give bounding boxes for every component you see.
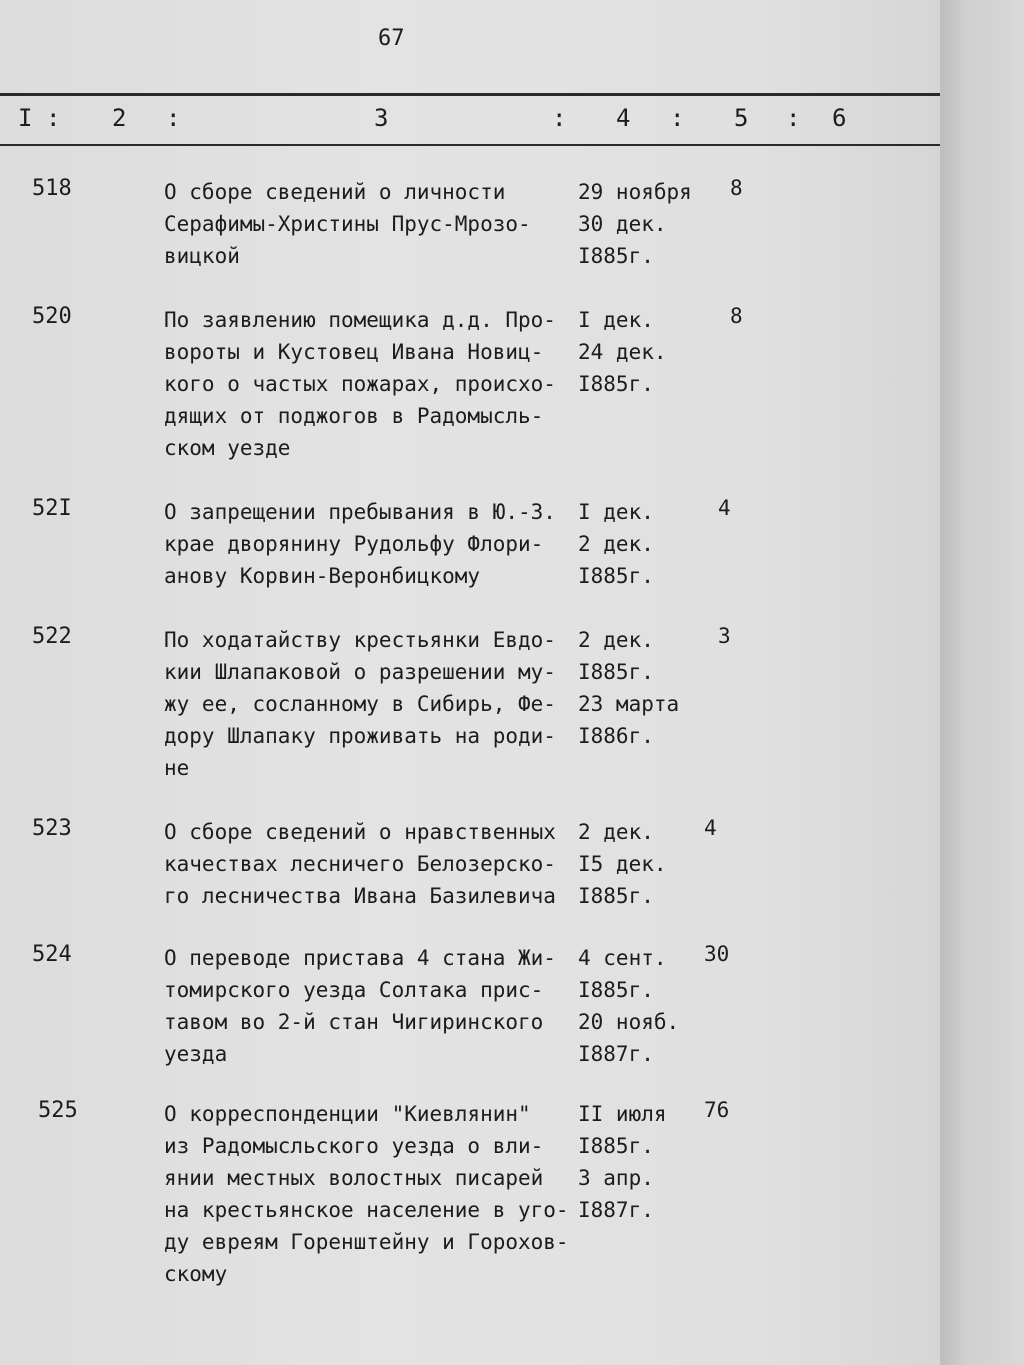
header-col-1: I — [18, 104, 33, 132]
case-number: 518 — [32, 176, 72, 201]
case-number: 524 — [32, 942, 72, 967]
sheet-count: 4 — [704, 816, 717, 840]
header-separator: : — [786, 104, 801, 132]
header-col-4: 4 — [616, 104, 631, 132]
page-edge-shadow — [940, 0, 1024, 1365]
case-dates: 4 сент. I885г. 20 нояб. I887г. — [578, 946, 680, 1066]
case-title: По заявлению помещика д.д. Про- вороты и Кустовец Ивана Новиц- кого о частых пожарах, происхо- дящих от поджогов в Радомысль- ском уезде — [164, 308, 556, 460]
case-title: О запрещении пребывания в Ю.-З. крае дворянину Рудольфу Флори- анову Корвин-Веронбицкому — [164, 500, 556, 588]
page-number: 67 — [378, 26, 405, 51]
header-col-3: 3 — [374, 104, 389, 132]
case-dates: I дек. 2 дек. I885г. — [578, 500, 654, 588]
case-dates: 2 дек. I885г. 23 марта I886г. — [578, 628, 680, 748]
sheet-count: 30 — [704, 942, 730, 966]
case-title: О переводе пристава 4 стана Жи- томирского уезда Солтака прис- тавом во 2-й стан Чигиринского уезда — [164, 946, 556, 1066]
header-rule-bottom — [0, 144, 940, 146]
header-separator: : — [46, 104, 61, 132]
case-number: 520 — [32, 304, 72, 329]
header-col-2: 2 — [112, 104, 127, 132]
sheet-count: 8 — [730, 176, 743, 200]
case-dates: 2 дек. I5 дек. I885г. — [578, 820, 667, 908]
case-title: О корреспонденции "Киевлянин" из Радомысльского уезда о вли- янии местных волостных писарей на крестьянское население в уго- ду евреям Горенштейну и Горохов- скому — [164, 1102, 569, 1286]
sheet-count: 8 — [730, 304, 743, 328]
header-rule-top — [0, 93, 940, 96]
sheet-count: 3 — [718, 624, 731, 648]
case-number: 52I — [32, 496, 72, 521]
header-separator: : — [670, 104, 685, 132]
header-separator: : — [552, 104, 567, 132]
case-title: По ходатайству крестьянки Евдо- кии Шлапаковой о разрешении му- жу ее, сосланному в Сибирь, Фе- дору Шлапаку проживать на роди- не — [164, 628, 556, 780]
case-number: 525 — [38, 1098, 78, 1123]
case-dates: I дек. 24 дек. I885г. — [578, 308, 667, 396]
header-separator: : — [166, 104, 181, 132]
sheet-count: 76 — [704, 1098, 730, 1122]
case-title: О сборе сведений о нравственных качествах лесничего Белозерско- го лесничества Ивана Базилевича — [164, 820, 556, 908]
case-number: 523 — [32, 816, 72, 841]
sheet-count: 4 — [718, 496, 731, 520]
header-col-5: 5 — [734, 104, 749, 132]
case-dates: 29 ноября 30 дек. I885г. — [578, 180, 692, 268]
case-dates: II июля I885г. 3 апр. I887г. — [578, 1102, 667, 1222]
case-title: О сборе сведений о личности Серафимы-Христины Прус-Мрозо- вицкой — [164, 180, 531, 268]
case-number: 522 — [32, 624, 72, 649]
header-col-6: 6 — [832, 104, 847, 132]
